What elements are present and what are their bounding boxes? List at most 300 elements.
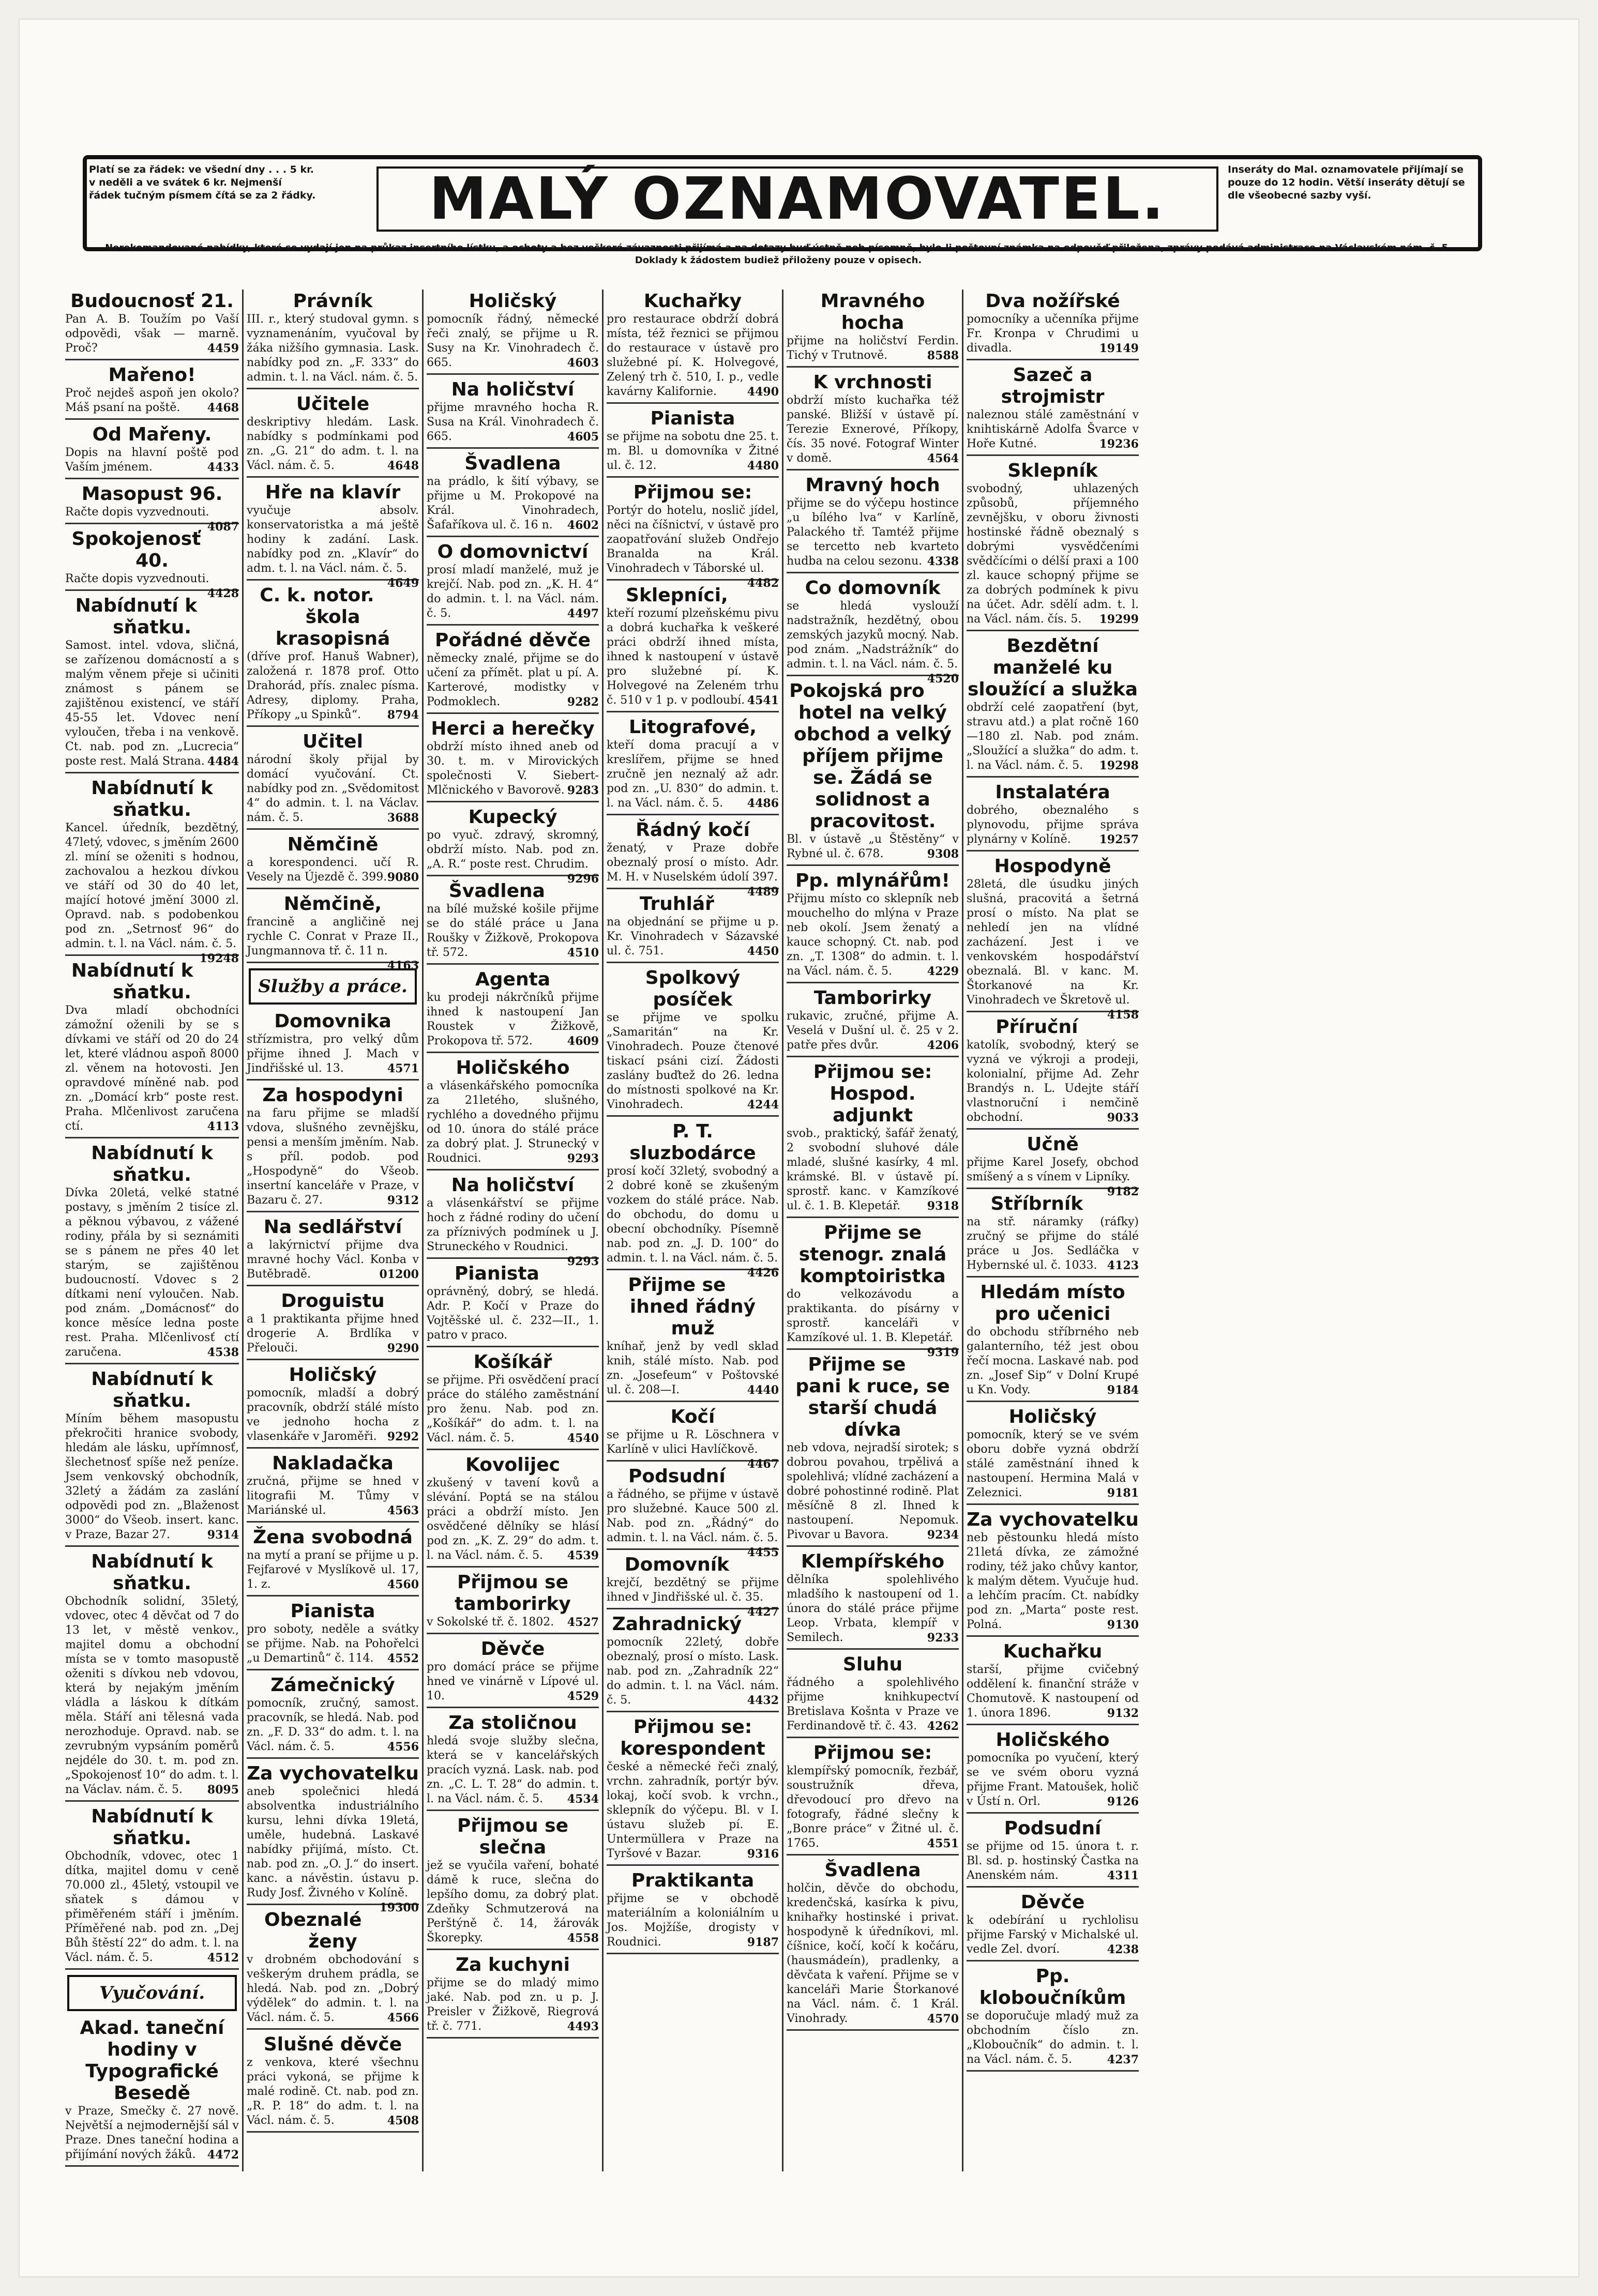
ad-body: [427, 1859, 599, 1945]
ad-text: dobrého, obeznalého s plynovodu, přijme správa plynárny v Kolíně.: [967, 804, 1139, 846]
ad-body: [247, 2056, 419, 2128]
classified-ad: [607, 407, 779, 478]
ad-text: se přijme ve spolku „Samaritán“ na Kr. Vinohradech. Pouze čtenové tiskací psáni cizí. Žádosti zaslány buďtež do 26. ledna do místnosti spolkové na Kr. Vinohradech.: [607, 1011, 779, 1111]
classified-ad: [427, 540, 599, 626]
ad-heading: Pořádné děvče: [435, 630, 591, 651]
page-title: MALÝ OZNAMOVATEL.: [376, 166, 1218, 232]
classified-ad: [247, 290, 419, 389]
ad-text: obdrží místo ihned aneb od 30. t. m. v Mirovických společnosti V. Siebert-Mlčnického v Bavorově.: [427, 740, 599, 797]
ad-heading: Budoucnosť 21.: [70, 291, 234, 312]
classified-ad: [967, 634, 1139, 778]
ad-text: se hledá vyslouží nadstražník, hezdětný, obou zemských jazyků mocný. Nab. pod znám. „Nadstrážník“ do admin. t. l. na Václ. nám. č. 5.: [787, 600, 959, 671]
ad-text: v drobném obchodování s veškerým druhem prádla, se hledá. Nab. pod zn. „Dobrý výdělek“ do admin. t. l. na Václ. nám. č. 5.: [247, 1953, 419, 2024]
ad-number: 4484: [207, 755, 239, 768]
classified-ad: [787, 371, 959, 470]
ad-heading: Přijmou se: Hospod. adjunkt: [813, 1061, 932, 1126]
ad-number: 4206: [927, 1039, 959, 1052]
ad-text: z venkova, které všechnu práci vykoná, se přijme k malé rodině. Ct. nab. pod zn. „R. P. 18“ do adm. t. l. na Václ. nám. č. 5.: [247, 2056, 419, 2127]
classified-ad: [967, 363, 1139, 456]
ad-body: [607, 1487, 779, 1559]
ad-number: 4262: [927, 1720, 959, 1733]
classified-ad: [967, 1508, 1139, 1637]
ad-body: [247, 1238, 419, 1282]
ad-heading: Agenta: [475, 969, 551, 990]
ad-text: aneb společnici hledá absolventka industriálního kursu, lehni dívka 19letá, uměle, hudebná. Laskavé nabídky přijímá, místo. Ct. nab. pod zn. „O. J.“ do insert. kanc. a návěstin. ústavu p. Rudy Josf. Živného v Kolíně.: [247, 1785, 419, 1899]
ad-text: přijme mravného hocha R. Susa na Král. Vinohradech č. 665.: [427, 401, 599, 443]
ad-heading: Pokojská pro hotel na velký obchod a velký příjem přijme se. Žádá se solidnost a pracovitost.: [789, 680, 952, 832]
ad-heading: Holičský: [469, 291, 557, 312]
ad-number: 4113: [207, 1120, 239, 1133]
ad-body: [967, 803, 1139, 847]
ad-text: Pan A. B. Toužím po Vaší odpovědi, však — marně. Proč?: [65, 313, 239, 355]
classified-ad: [247, 1363, 419, 1449]
classified-ad: [427, 1056, 599, 1170]
ad-number: 9130: [1107, 1618, 1139, 1632]
ad-text: kníhař, jenž by vedl sklad knih, stálé místo. Nab. pod zn. „Josefeum“ v Poštovské ul. č. 208—I.: [607, 1340, 779, 1396]
ad-number: 19257: [1099, 833, 1139, 846]
ad-text: prosí kočí 32letý, svobodný a 2 dobré koně se zkušeným vozkem do stálé práce. Nab. do obchodu, do domu u obecní obchodníky. Písemně nab. pod zn. „J. D. 100“ do admin. t. l. na Václ. nám. č. 5.: [607, 1165, 779, 1265]
ad-number: 4311: [1107, 1869, 1139, 1882]
ad-body: [967, 1215, 1139, 1273]
ad-text: pomocníky a učenníka přijme Fr. Kronpa v Chrudimi u divadla.: [967, 313, 1139, 355]
classified-ad: [607, 1715, 779, 1866]
ad-body: [427, 1734, 599, 1806]
ad-number: 3688: [387, 811, 419, 825]
ad-body: [607, 1164, 779, 1280]
ad-text: III. r., který studoval gymn. s vyznamenáním, vyučoval by žáka nižšího gymnasia. Lask. nabídky pod zn. „F. 333“ do admin. t. l. na Václ. nám. č. 5.: [247, 313, 419, 384]
ad-heading: Holičského: [456, 1057, 570, 1078]
ad-heading: Klempířského: [801, 1551, 945, 1572]
ad-heading: Děvče: [480, 1638, 545, 1660]
ad-number: 4609: [567, 1035, 599, 1048]
ad-heading: Slušné děvče: [263, 2034, 402, 2055]
ad-body: [427, 1373, 599, 1446]
classified-ad: [607, 290, 779, 404]
ad-text: Račte dopis vyzvednouti.: [65, 572, 209, 585]
classified-ad: [247, 1289, 419, 1360]
ad-text: 28letá, dle úsudku jiných slušná, pracovitá a šetrná prosí o místo. Na plat se nehledí jen na vlídné zacházení. Jest i ve venkovském hospodářství obeznalá. Bl. v kanc. M. Štorkanové na Kr. Vinohradech ve Škretově ul.: [967, 878, 1139, 1007]
ad-text: do velkozávodu a praktikanta. do písárny v sprostř. kanceláři v Kamzíkové ul. 1. B. Klepetář.: [787, 1288, 959, 1344]
ad-body: [65, 1849, 239, 1965]
price-info: Platí se za řádek: ve všední dny . . . 5 kr. v neděli a ve svátek 6 kr. Nejmenší řádek tučným písmem čítá se za 2 řádky.: [89, 164, 316, 201]
ad-heading: Přijmou se:: [813, 1742, 932, 1763]
ad-number: 4520: [927, 672, 959, 686]
classified-ad: [427, 1571, 599, 1634]
ad-text: deskriptivy hledám. Lask. nabídky s podmínkami pod zn. „G. 21“ do adm. t. l. na Václ. nám. č. 5.: [247, 416, 419, 472]
ad-heading: Nakladačka: [272, 1453, 394, 1474]
ad-body: [247, 312, 419, 385]
ad-number: 8095: [207, 1783, 239, 1797]
ad-heading: Košíkář: [473, 1351, 552, 1373]
classified-ad: [427, 290, 599, 375]
ad-text: se doporučuje mladý muž za obchodním číslo zn. „Kloboučník“ do admin. t. l. na Václ. nám. č. 5.: [967, 2010, 1139, 2066]
classified-ad: [607, 818, 779, 899]
ad-column: [782, 290, 962, 2171]
ad-heading: Za vychovatelku: [247, 1763, 419, 1784]
classified-ad: [967, 459, 1139, 631]
ad-heading: Praktikanta: [631, 1870, 755, 1891]
ad-text: na faru přijme se mladší vdova, slušného zevnějšku, pensi a menším jměním. Nab. s příl. podob. pod „Hospodyně“ do Všeob. insertní kanceláře v Praze, v Bazaru č. 27.: [247, 1107, 419, 1207]
classified-ad: [427, 1814, 599, 1950]
ad-body: [65, 1594, 239, 1797]
ad-body: [967, 312, 1139, 356]
ad-number: 4338: [927, 555, 959, 568]
ad-body: [247, 1032, 419, 1076]
ad-text: pomocníka po vyučení, který se ve svém oboru vyzná přijme Frant. Matoušek, holič v Ústí n. Orl.: [967, 1752, 1139, 1808]
classified-ad: [967, 1728, 1139, 1814]
ad-number: 9080: [387, 871, 419, 884]
classified-ad: [247, 1215, 419, 1286]
ad-number: 4541: [747, 694, 779, 707]
ad-number: 4571: [387, 1062, 419, 1075]
submission-info: Inseráty do Mal. oznamovatele přijímají se pouze do 12 hodin. Větší inseráty dětují se dle všeobecné sazby vyší.: [1228, 164, 1465, 201]
ad-heading: Stříbrník: [990, 1193, 1083, 1214]
classified-ad: [247, 1010, 419, 1081]
ad-body: [247, 1474, 419, 1518]
masthead-notice: Nerekomandované nabídky, které se vydají jen na průkaz insertního lístku, a ochoty a bez veškeré závaznosti přijímá a na dotazy buď ústně neb písemně, bylo-li poštovní známka na odpověď přiložena, zprávy podává administrace na Václavském nám. č. 5. Doklady k žádostem budiež přiloženy pouze v opisech.: [105, 242, 1452, 266]
ad-text: a vlásenkářství se přijme hoch z řádné rodiny do učení za příznivých podmínek u J. Struneckého v Roudnici.: [427, 1197, 599, 1253]
ad-body: [787, 1009, 959, 1053]
ad-body: [427, 1615, 599, 1630]
classified-ad: [247, 1762, 419, 1914]
ad-heading: Litografové,: [629, 717, 757, 738]
ad-text: se přijme u R. Löschnera v Karlíně v ulici Havlíčkově.: [607, 1428, 779, 1456]
ad-heading: Holičský: [1008, 1406, 1097, 1427]
ad-text: krejčí, bezdětný se přijme ihned v Jindřišské ul. č. 35.: [607, 1576, 779, 1604]
ad-body: [607, 1428, 779, 1471]
ad-number: 19298: [1099, 759, 1139, 772]
ad-body: [427, 563, 599, 621]
ad-number: 4538: [207, 1346, 239, 1359]
ad-number: 9319: [927, 1346, 959, 1359]
ad-text: Proč nejdeš aspoň jen okolo? Máš psaní na poště.: [65, 387, 239, 414]
ad-heading: Přijmou se tamborirky: [455, 1572, 571, 1615]
ad-text: přijme Karel Josefy, obchod smíšený a s vínem v Lipníky.: [967, 1156, 1139, 1183]
classified-ad: [427, 1953, 599, 2039]
ad-number: 4472: [207, 2148, 239, 2162]
classified-ad: [787, 679, 959, 866]
ad-body: [427, 740, 599, 798]
ad-number: 4564: [927, 452, 959, 465]
classified-ad: [65, 482, 239, 534]
classified-ad: [65, 594, 239, 773]
ad-text: a korespondenci. učí R. Vesely na Újezdě č. 399.: [247, 856, 419, 884]
ad-text: pomocník 22letý, dobře obeznalý, prosí o místo. Lask. nab. pod zn. „Zahradník 22“ do admin. t. l. na Václ. nám. č. 5.: [607, 1636, 779, 1707]
ad-heading: P. T. sluzbodárce: [629, 1121, 756, 1164]
classified-ad: [967, 1281, 1139, 1402]
ad-text: zkušený v tavení kovů a slévání. Poptá se na stálou práci a obdrží místo. Jen osvědčené dělníky se hlásí pod zn. „K. Z. 29“ do adm. t. l. na Václ. nám. č. 5.: [427, 1477, 599, 1562]
ad-body: [787, 496, 959, 569]
ad-heading: Na sedlářství: [263, 1217, 402, 1238]
ad-columns: [62, 290, 1541, 2171]
ad-body: [65, 638, 239, 769]
ad-heading: Dva nožířské: [985, 291, 1120, 312]
ad-text: přijme se do výčepu hostince „u bílého lva“ v Karlíně, Palackého tř. Tamtéž přijme se tercetto neb kvarteto hudba na celou sezonu.: [787, 497, 959, 568]
ad-text: pomocník, který se ve svém oboru dobře vyzná obdrží stálé zaměstnání ihned k nastoupení. Hermina Malá v Zeleznici.: [967, 1428, 1139, 1499]
ad-text: pro restaurace obdrží dobrá místa, též řeznici se přijmou do restaurace v ústavě pro služebné pí. K. Holvegové, Zelený trh č. 510, I. p., vedle kavárny Kalifornie.: [607, 313, 779, 398]
ad-number: 4602: [567, 519, 599, 532]
ad-heading: Spokojenosť 40.: [71, 528, 201, 571]
ad-body: [787, 393, 959, 466]
ad-heading: Na holičství: [451, 379, 575, 400]
classified-ad: [967, 1965, 1139, 2072]
classified-ad: [427, 1350, 599, 1450]
ad-number: 9187: [747, 1936, 779, 1949]
ad-heading: Nabídnutí k sňatku.: [71, 960, 193, 1003]
ad-body: [607, 915, 779, 959]
ad-number: 4510: [567, 946, 599, 960]
classified-ad: [787, 1653, 959, 1738]
ad-text: přijme se v obchodě materiálním a koloniálním u Jos. Mojžíše, drogisty v Roudnici.: [607, 1892, 779, 1949]
ad-heading: Obeznalé ženy: [264, 1909, 362, 1952]
ad-heading: Nabídnutí k sňatku.: [91, 1551, 213, 1594]
ad-number: 8794: [387, 708, 419, 722]
classified-ad: [427, 1637, 599, 1708]
classified-ad: [967, 855, 1139, 1022]
ad-column: [962, 290, 1142, 2171]
ad-body: [607, 1760, 779, 1861]
ad-number: 9282: [567, 695, 599, 709]
ad-heading: Učitele: [296, 393, 370, 415]
ad-text: Račte dopis vyzvednouti.: [65, 506, 209, 519]
ad-heading: Mravného hocha: [820, 291, 925, 333]
ad-heading: Holičský: [289, 1364, 377, 1386]
ad-body: [65, 446, 239, 475]
ad-text: svobodný, uhlazených způsobů, příjemného zevnějšku, v oboru živnosti hostinské řádně obeznalý s dobrými vysvědčeními svědčícími o délší praxi a 100 zl. kauce schopný přijme se za dobrých podmínek k pivu na účet. Adr. sdělí adm. t. l. na Václ. nám. čís. 5.: [967, 482, 1139, 626]
ad-body: [427, 902, 599, 960]
ad-body: [787, 1764, 959, 1851]
ad-body: [787, 1287, 959, 1359]
ad-number: 4426: [747, 1266, 779, 1280]
ad-text: Kancel. úředník, bezdětný, 47letý, vdovec, s jměním 2600 zl. míní se oženiti s hodnou, zachovalou a hezkou dívkou ve stáří od 30 do 40 let, mající hotové jmění 3000 zl. Opravd. nab. s podobenkou pod zn. „Setrnosť 96“ do admin. t. l. na Václ. nám. č. 5.: [65, 822, 239, 950]
ad-body: [607, 312, 779, 399]
ad-heading: Domovník: [624, 1554, 729, 1575]
ad-body: [65, 572, 239, 600]
ad-text: pomocník řádný, německé řeči znalý, se přijme u R. Susy na Kr. Vinohradech č. 665.: [427, 313, 599, 369]
ad-heading: Řádný kočí: [636, 819, 750, 841]
ad-number: 4508: [387, 2114, 419, 2127]
classified-ad: [247, 730, 419, 830]
classified-ad: [787, 1060, 959, 1218]
classified-ad: [65, 527, 239, 600]
ad-body: [787, 334, 959, 363]
ad-body: [247, 1106, 419, 1208]
ad-column: [602, 290, 782, 2171]
ad-heading: Sluhu: [842, 1654, 903, 1675]
ad-text: přijme na holičství Ferdin. Tichý v Trutnově.: [787, 334, 959, 362]
ad-body: [427, 651, 599, 709]
ad-number: 4482: [747, 576, 779, 590]
ad-heading: Přijmou se: korespondent: [620, 1716, 765, 1759]
classified-ad: [247, 1674, 419, 1759]
classified-ad: [967, 1891, 1139, 1962]
classified-ad: [427, 1262, 599, 1347]
ad-heading: Pianista: [650, 408, 735, 429]
classified-ad: [607, 966, 779, 1117]
ad-text: v Sokolské tř. č. 1802.: [427, 1616, 554, 1629]
ad-body: [787, 1127, 959, 1213]
ad-text: pomocník, mladší a dobrý pracovník, obdrží stálé místo ve jednoho hocha z vlasenkáře v Jaroměři.: [247, 1387, 419, 1443]
ad-body: [967, 1155, 1139, 1198]
classified-ad: [787, 1550, 959, 1650]
ad-heading: Sklepník: [1007, 460, 1098, 481]
ad-number: 19299: [1099, 613, 1139, 626]
ad-number: 4428: [207, 587, 239, 600]
ad-heading: Podsudní: [1004, 1818, 1102, 1839]
ad-body: [427, 1476, 599, 1563]
ad-text: zručná, přijme se hned v litografii M. Tůmy v Mariánské ul.: [247, 1475, 419, 1517]
ad-body: [607, 504, 779, 590]
ad-heading: Přijme se ihned řádný muž: [628, 1274, 756, 1339]
classified-ad: [427, 879, 599, 965]
ad-text: přijme se do mladý mimo jaké. Nab. pod zn. u p. J. Preisler v Žižkově, Riegrová tř. č. 771.: [427, 1976, 599, 2033]
ad-heading: Masopust 96.: [81, 483, 223, 505]
ad-body: [65, 1003, 239, 1134]
ad-text: katolík, svobodný, který se vyzná ve výkroji a prodeji, kolonialní, přijme Ad. Zehr Brandýs n. L. Udejte stáří vlastnoruční i nemčině obchodní.: [967, 1039, 1139, 1124]
ad-number: 4556: [387, 1740, 419, 1754]
ad-body: [787, 599, 959, 686]
ad-body: [427, 1660, 599, 1704]
ad-body: [607, 1340, 779, 1397]
ad-text: a řádného, se přijme v ústavě pro služebné. Kauce 500 zl. Nab. pod zn. „Řádný“ do admin. t. l. na Václ. nám. č. 5.: [607, 1488, 779, 1544]
classified-ad: [607, 716, 779, 815]
ad-text: se přijme na sobotu dne 25. t. m. Bl. u domovníka v Žitné ul. č. 12.: [607, 430, 779, 472]
ad-heading: Kuchařky: [643, 291, 742, 312]
classified-ad: [427, 378, 599, 449]
ad-heading: Domovnika: [274, 1011, 391, 1032]
ad-body: [427, 991, 599, 1048]
ad-number: 19248: [199, 952, 239, 965]
ad-heading: Příruční: [996, 1016, 1078, 1038]
ad-text: v Praze, Smečky č. 27 nově. Největší a nejmodernější sál v Praze. Dnes taneční hodina a přijímání nových žáků.: [65, 2105, 239, 2161]
ad-body: [65, 1412, 239, 1542]
ad-heading: Co domovník: [805, 577, 941, 599]
ad-body: [247, 504, 419, 590]
classified-ad: [607, 584, 779, 712]
classified-ad: [427, 1711, 599, 1811]
ad-number: 4163: [387, 959, 419, 972]
classified-ad: [787, 869, 959, 983]
classified-ad: [787, 986, 959, 1057]
ad-number: 4158: [1107, 1008, 1139, 1022]
ad-text: rukavic, zručné, přijme A. Veselá v Dušní ul. č. 25 v 2. patře přes dvůr.: [787, 1010, 959, 1052]
ad-number: 4427: [747, 1605, 779, 1619]
ad-number: 4649: [387, 576, 419, 590]
ad-body: [967, 2009, 1139, 2067]
ad-body: [65, 386, 239, 415]
ad-heading: Nabídnutí k sňatku.: [91, 1369, 213, 1411]
ad-number: 4527: [567, 1616, 599, 1629]
ad-text: Dva mladí obchodníci zámožní oženili by se s dívkami ve stáří od 20 do 24 let, které vládnou aspoň 8000 zl. věnem na hotovosti. Jen opravdové míněné nab. pod zn. „Domácí krb“ poste rest. Praha. Mlčenlivost zaručena ctí.: [65, 1004, 239, 1133]
classified-ad: [787, 290, 959, 368]
ad-text: národní školy přijal by domácí vyučování. Ct. nabídky pod zn. „Svědomitost 4“ do admin. t. l. na Václav. nám. č. 5.: [247, 753, 419, 824]
classified-ad: [247, 392, 419, 478]
ad-body: [65, 505, 239, 534]
ad-body: [787, 1573, 959, 1645]
section-box-heading: Služby a práce.: [249, 968, 417, 1005]
ad-text: francině a angličině nej rychle C. Conrat v Praze II., Jungmannova tř. č. 11 n.: [247, 916, 419, 957]
classified-ad: [247, 584, 419, 727]
ad-number: 4540: [567, 1432, 599, 1445]
classified-ad: [787, 474, 959, 573]
ad-body: [65, 312, 239, 356]
ad-body: [247, 1622, 419, 1666]
classified-ad: [247, 1526, 419, 1596]
ad-heading: Nabídnutí k sňatku.: [91, 778, 213, 820]
ad-text: starší, přijme cvičebný oddělení k. finanční stráže v Chomutově. K nastoupení od 1. února 1896.: [967, 1663, 1139, 1720]
ad-heading: C. k. notor. škola krasopisná: [260, 585, 390, 649]
ad-heading: O domovnictví: [437, 541, 589, 562]
ad-text: Portýr do hotelu, noslič jídel, něci na číšnictví, v ústavě pro zaopatřování služeb Ondřejo Branalda na Král. Vinohradech v Táborské ul.: [607, 504, 779, 575]
ad-heading: Hledám místo pro učenici: [980, 1282, 1125, 1325]
classified-ad: [427, 452, 599, 537]
ad-number: 19236: [1099, 437, 1139, 451]
ad-number: 9182: [1107, 1185, 1139, 1198]
classified-ad: [787, 1353, 959, 1547]
ad-body: [607, 430, 779, 473]
classified-ad: [65, 1550, 239, 1802]
ad-text: na prádlo, k šití výbavy, se přijme u M. Prokopové na Král. Vinohradech, Šafaříkova ul. č. 16 n.: [427, 475, 599, 531]
ad-heading: Žena svobodná: [253, 1527, 413, 1548]
classified-ad: [607, 892, 779, 963]
ad-column: [422, 290, 602, 2171]
ad-number: 4551: [927, 1837, 959, 1850]
ad-text: německy znalé, přijme se do učení za přímět. plat u pí. A. Karterové, modistky v Podmoklech.: [427, 652, 599, 708]
ad-heading: Instalatéra: [995, 782, 1110, 803]
ad-heading: Hře na klavír: [265, 482, 401, 503]
ad-heading: Nabídnutí k sňatku.: [75, 595, 198, 638]
ad-heading: Kuchařku: [1003, 1641, 1103, 1662]
ad-number: 4493: [567, 2020, 599, 2033]
classified-ad: [65, 959, 239, 1138]
ad-text: obdrží celé zaopatření (byt, stravu atd.) a plat ročně 160—180 zl. Nab. pod znám. „Sloužící a služka“ do adm. t. l. na Václ. nám. č. 5.: [967, 701, 1139, 772]
ad-body: [607, 1011, 779, 1112]
ad-text: se přijme. Při osvědčení prací práce do stálého zaměstnání pro ženu. Nab. pod zn. „Košíkář“ do adm. t. l. na Václ. nám. č. 5.: [427, 1374, 599, 1444]
ad-number: 9318: [927, 1199, 959, 1213]
ad-body: [967, 701, 1139, 773]
ad-body: [967, 1913, 1139, 1957]
ad-number: 4570: [927, 2012, 959, 2026]
classified-ad: [427, 1453, 599, 1568]
ad-heading: Právník: [293, 291, 373, 312]
ad-heading: Pianista: [454, 1263, 539, 1284]
ad-number: 4244: [747, 1098, 779, 1112]
classified-ad: [787, 576, 959, 686]
ad-text: kteří rozumí plzeňskému pivu a dobrá kuchařka k veškeré práci obdrží ihned místa, ihned k nastoupení v ústavě pro služebné pí. K. Holvegové na Zeleném trhu č. 510 v 1 p. v podloubí.: [607, 607, 779, 707]
ad-heading: Přijmou se:: [633, 482, 752, 503]
ad-number: 9181: [1107, 1486, 1139, 1500]
ad-text: obdrží místo kuchařka též panské. Bližší v ústavě pí. Terezie Exnerové, Příkopy, čís. 35 nové. Fotograf Winter v domě.: [787, 394, 959, 465]
ad-heading: Spolkový posíček: [645, 967, 741, 1010]
ad-body: [247, 856, 419, 885]
ad-body: [247, 1312, 419, 1356]
ad-number: 4529: [567, 1690, 599, 1703]
ad-text: vyučuje absolv. konservatoristka a má ještě hodiny k zadání. Lask. nabídky pod zn. „Klavír“ do adm. t. l. na Václ. nám. č. 5.: [247, 504, 419, 575]
ad-body: [247, 1548, 419, 1592]
ad-text: pomocník, zručný, samost. pracovník, se hledá. Nab. pod zn. „F. D. 33“ do adm. t. l. na Václ. nám. č. 5.: [247, 1697, 419, 1753]
classified-ad: [247, 2033, 419, 2133]
classified-ad: [247, 892, 419, 972]
ad-heading: Zámečnický: [270, 1675, 395, 1696]
classified-ad: [607, 1869, 779, 1954]
ad-heading: Nabídnutí k sňatku.: [91, 1806, 213, 1849]
ad-text: ku prodeji nákrčníků přijme ihned k nastoupení Jan Roustek v Žižkově, Prokopova tř. 572.: [427, 991, 599, 1047]
ad-number: 9233: [927, 1631, 959, 1645]
ad-text: se přijme od 15. února t. r. Bl. sd. p. hostinský Častka na Anenském nám.: [967, 1840, 1139, 1882]
ad-body: [967, 1428, 1139, 1500]
ad-heading: Přijme se stenogr. znalá komptoiristka: [798, 1222, 947, 1287]
ad-body: [247, 915, 419, 972]
